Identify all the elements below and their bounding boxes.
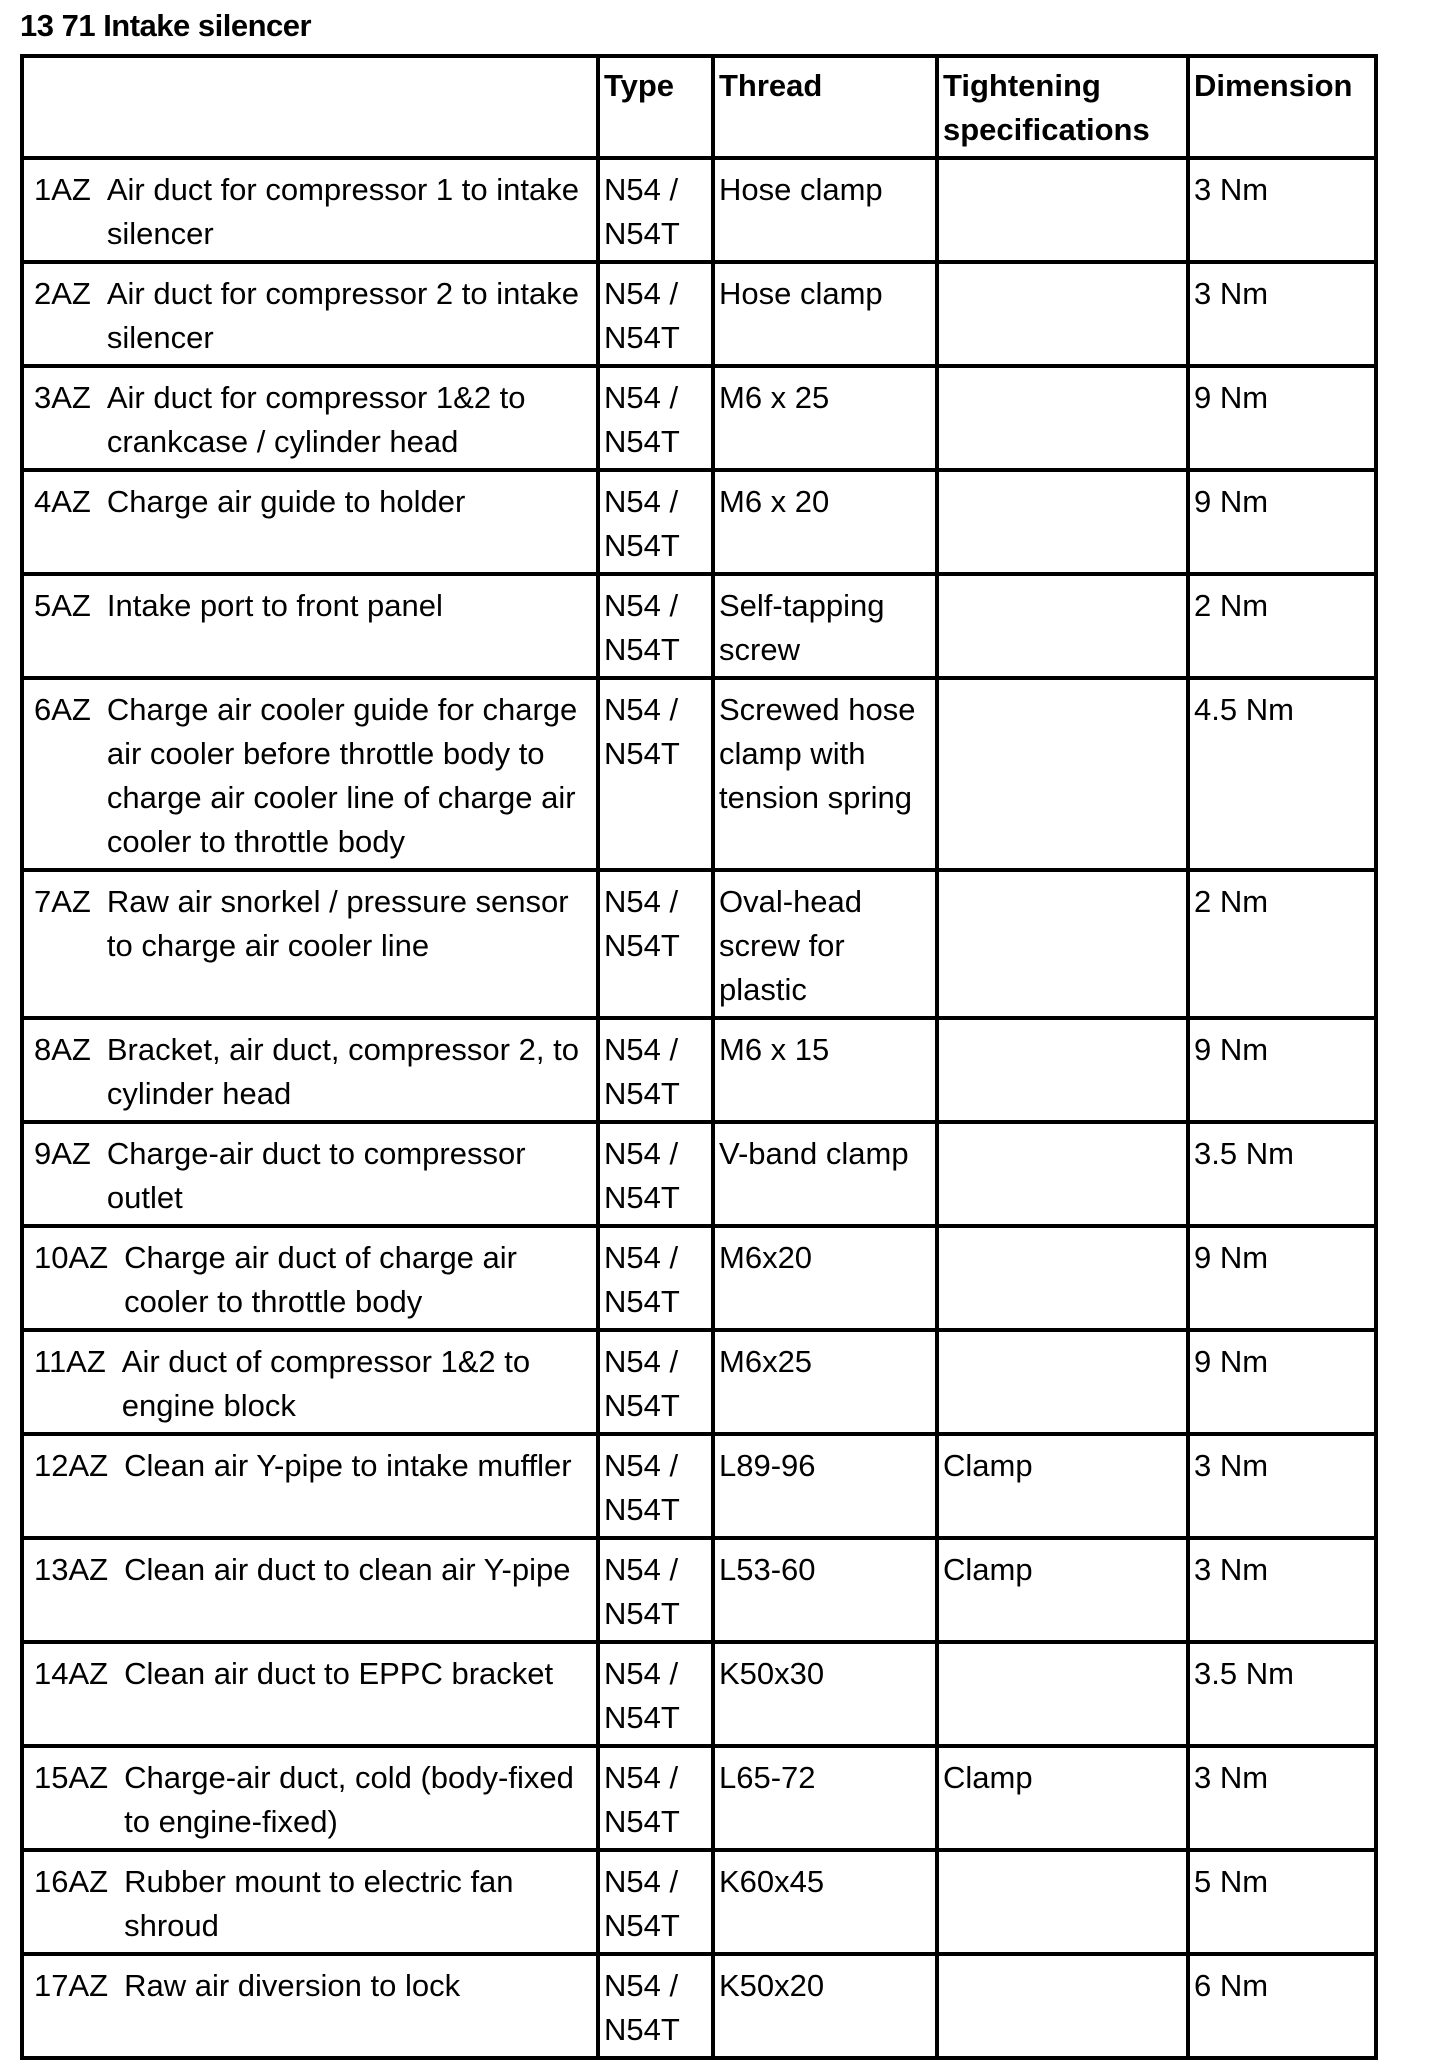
table-header-row bbox=[22, 56, 1376, 158]
position-code: 9AZ bbox=[34, 1136, 91, 1171]
cell-description bbox=[22, 1538, 598, 1642]
cell-thread: M6x20 bbox=[713, 1226, 937, 1330]
cell-dimension: 9 Nm bbox=[1188, 470, 1376, 574]
cell-thread: V-band clamp bbox=[713, 1122, 937, 1226]
cell-dimension: 9 Nm bbox=[1188, 1330, 1376, 1434]
table-row bbox=[22, 1642, 1376, 1746]
description-text: Clean air Y-pipe to intake muffler bbox=[124, 1448, 572, 1483]
description-text: Air duct of compressor 1&2 to engine block bbox=[121, 1344, 531, 1423]
cell-dimension: 9 Nm bbox=[1188, 1226, 1376, 1330]
description-text: Air duct for compressor 1&2 to crankcase / cylinder head bbox=[106, 380, 526, 459]
cell-type: N54 / N54T bbox=[598, 1330, 713, 1434]
cell-thread: K50x20 bbox=[713, 1954, 937, 2058]
header-description bbox=[22, 56, 598, 158]
cell-thread: Hose clamp bbox=[713, 262, 937, 366]
position-code: 13AZ bbox=[34, 1552, 109, 1587]
cell-type: N54 / N54T bbox=[598, 262, 713, 366]
cell-description bbox=[22, 1122, 598, 1226]
cell-dimension: 3.5 Nm bbox=[1188, 1642, 1376, 1746]
description-text: Intake port to front panel bbox=[106, 588, 443, 623]
cell-type: N54 / N54T bbox=[598, 1850, 713, 1954]
cell-tightening: Clamp bbox=[937, 1434, 1188, 1538]
table-row bbox=[22, 574, 1376, 678]
cell-thread: M6 x 25 bbox=[713, 366, 937, 470]
table-row bbox=[22, 678, 1376, 870]
cell-description bbox=[22, 1746, 598, 1850]
table-row bbox=[22, 870, 1376, 1018]
description-text: Clean air duct to clean air Y-pipe bbox=[124, 1552, 571, 1587]
position-code: 12AZ bbox=[34, 1448, 109, 1483]
cell-thread: Screwed hose clamp with tension spring bbox=[713, 678, 937, 870]
cell-type: N54 / N54T bbox=[598, 1746, 713, 1850]
table-row bbox=[22, 262, 1376, 366]
table-row bbox=[22, 1746, 1376, 1850]
cell-tightening: Clamp bbox=[937, 1538, 1188, 1642]
table-row bbox=[22, 366, 1376, 470]
cell-description bbox=[22, 158, 598, 262]
cell-type: N54 / N54T bbox=[598, 1954, 713, 2058]
cell-description bbox=[22, 678, 598, 870]
cell-thread: Hose clamp bbox=[713, 158, 937, 262]
position-code: 6AZ bbox=[34, 692, 91, 727]
cell-thread: L89-96 bbox=[713, 1434, 937, 1538]
description-text: Raw air snorkel / pressure sensor to charge air cooler line bbox=[106, 884, 569, 963]
cell-type: N54 / N54T bbox=[598, 366, 713, 470]
table-row bbox=[22, 1122, 1376, 1226]
position-code: 2AZ bbox=[34, 276, 91, 311]
cell-tightening bbox=[937, 574, 1188, 678]
cell-dimension: 2 Nm bbox=[1188, 870, 1376, 1018]
cell-description bbox=[22, 1018, 598, 1122]
cell-dimension: 9 Nm bbox=[1188, 1018, 1376, 1122]
description-text: Air duct for compressor 2 to intake silencer bbox=[106, 276, 579, 355]
position-code: 3AZ bbox=[34, 380, 91, 415]
description-text: Clean air duct to EPPC bracket bbox=[124, 1656, 554, 1691]
cell-thread: M6 x 15 bbox=[713, 1018, 937, 1122]
cell-dimension: 9 Nm bbox=[1188, 366, 1376, 470]
cell-description bbox=[22, 1434, 598, 1538]
description-text: Charge air cooler guide for charge air cooler before throttle body to charge air cooler line of charge air cooler to throttle body bbox=[106, 692, 578, 859]
position-code: 15AZ bbox=[34, 1760, 109, 1795]
cell-tightening bbox=[937, 1850, 1188, 1954]
cell-dimension: 3 Nm bbox=[1188, 1434, 1376, 1538]
cell-description bbox=[22, 1226, 598, 1330]
cell-description bbox=[22, 470, 598, 574]
header-type: Type bbox=[598, 56, 713, 158]
position-code: 11AZ bbox=[34, 1344, 106, 1379]
position-code: 10AZ bbox=[34, 1240, 109, 1275]
cell-tightening bbox=[937, 470, 1188, 574]
position-code: 5AZ bbox=[34, 588, 91, 623]
cell-tightening bbox=[937, 158, 1188, 262]
cell-dimension: 6 Nm bbox=[1188, 1954, 1376, 2058]
cell-dimension: 3 Nm bbox=[1188, 262, 1376, 366]
cell-tightening bbox=[937, 678, 1188, 870]
cell-type: N54 / N54T bbox=[598, 1018, 713, 1122]
cell-tightening bbox=[937, 870, 1188, 1018]
cell-thread: Self-tapping screw bbox=[713, 574, 937, 678]
cell-tightening: Clamp bbox=[937, 1746, 1188, 1850]
position-code: 14AZ bbox=[34, 1656, 109, 1691]
cell-type: N54 / N54T bbox=[598, 1122, 713, 1226]
description-text: Bracket, air duct, compressor 2, to cylinder head bbox=[106, 1032, 579, 1111]
table-row bbox=[22, 1434, 1376, 1538]
cell-type: N54 / N54T bbox=[598, 574, 713, 678]
table-row bbox=[22, 1330, 1376, 1434]
cell-dimension: 3 Nm bbox=[1188, 1538, 1376, 1642]
cell-thread: L53-60 bbox=[713, 1538, 937, 1642]
position-code: 16AZ bbox=[34, 1864, 109, 1899]
cell-thread: K60x45 bbox=[713, 1850, 937, 1954]
spec-table bbox=[20, 54, 1378, 2060]
cell-thread: K50x30 bbox=[713, 1642, 937, 1746]
table-row bbox=[22, 1018, 1376, 1122]
cell-tightening bbox=[937, 1122, 1188, 1226]
cell-type: N54 / N54T bbox=[598, 1226, 713, 1330]
cell-description bbox=[22, 1850, 598, 1954]
description-text: Charge air guide to holder bbox=[106, 484, 466, 519]
cell-thread: M6 x 20 bbox=[713, 470, 937, 574]
table-row bbox=[22, 1850, 1376, 1954]
cell-description bbox=[22, 574, 598, 678]
position-code: 7AZ bbox=[34, 884, 91, 919]
cell-tightening bbox=[937, 1642, 1188, 1746]
cell-thread: M6x25 bbox=[713, 1330, 937, 1434]
cell-type: N54 / N54T bbox=[598, 470, 713, 574]
description-text: Charge air duct of charge air cooler to throttle body bbox=[124, 1240, 517, 1319]
cell-dimension: 4.5 Nm bbox=[1188, 678, 1376, 870]
cell-dimension: 3.5 Nm bbox=[1188, 1122, 1376, 1226]
table-row bbox=[22, 1954, 1376, 2058]
cell-type: N54 / N54T bbox=[598, 1434, 713, 1538]
cell-thread: Oval-head screw for plastic bbox=[713, 870, 937, 1018]
table-row bbox=[22, 470, 1376, 574]
position-code: 4AZ bbox=[34, 484, 91, 519]
table-body bbox=[22, 158, 1376, 2058]
cell-tightening bbox=[937, 1954, 1188, 2058]
cell-thread: L65-72 bbox=[713, 1746, 937, 1850]
header-dimension: Dimension bbox=[1188, 56, 1376, 158]
cell-type: N54 / N54T bbox=[598, 158, 713, 262]
table-row bbox=[22, 1538, 1376, 1642]
position-code: 17AZ bbox=[34, 1968, 109, 2003]
table-row bbox=[22, 158, 1376, 262]
description-text: Charge-air duct to compressor outlet bbox=[106, 1136, 526, 1215]
cell-type: N54 / N54T bbox=[598, 1538, 713, 1642]
cell-dimension: 5 Nm bbox=[1188, 1850, 1376, 1954]
cell-type: N54 / N54T bbox=[598, 678, 713, 870]
cell-dimension: 3 Nm bbox=[1188, 158, 1376, 262]
cell-tightening bbox=[937, 1330, 1188, 1434]
cell-description bbox=[22, 1330, 598, 1434]
cell-tightening bbox=[937, 1226, 1188, 1330]
page-title: 13 71 Intake silencer bbox=[20, 8, 312, 43]
position-code: 8AZ bbox=[34, 1032, 91, 1067]
cell-description bbox=[22, 366, 598, 470]
cell-description bbox=[22, 870, 598, 1018]
cell-description bbox=[22, 262, 598, 366]
description-text: Air duct for compressor 1 to intake silencer bbox=[106, 172, 579, 251]
description-text: Raw air diversion to lock bbox=[124, 1968, 461, 2003]
cell-tightening bbox=[937, 366, 1188, 470]
cell-type: N54 / N54T bbox=[598, 870, 713, 1018]
cell-description bbox=[22, 1954, 598, 2058]
position-code: 1AZ bbox=[34, 172, 91, 207]
description-text: Charge-air duct, cold (body-fixed to engine-fixed) bbox=[124, 1760, 574, 1839]
table-row bbox=[22, 1226, 1376, 1330]
cell-tightening bbox=[937, 1018, 1188, 1122]
description-text: Rubber mount to electric fan shroud bbox=[124, 1864, 514, 1943]
cell-dimension: 3 Nm bbox=[1188, 1746, 1376, 1850]
header-tightening: Tightening specifications bbox=[937, 56, 1188, 158]
cell-type: N54 / N54T bbox=[598, 1642, 713, 1746]
header-thread: Thread bbox=[713, 56, 937, 158]
cell-description bbox=[22, 1642, 598, 1746]
cell-dimension: 2 Nm bbox=[1188, 574, 1376, 678]
cell-tightening bbox=[937, 262, 1188, 366]
